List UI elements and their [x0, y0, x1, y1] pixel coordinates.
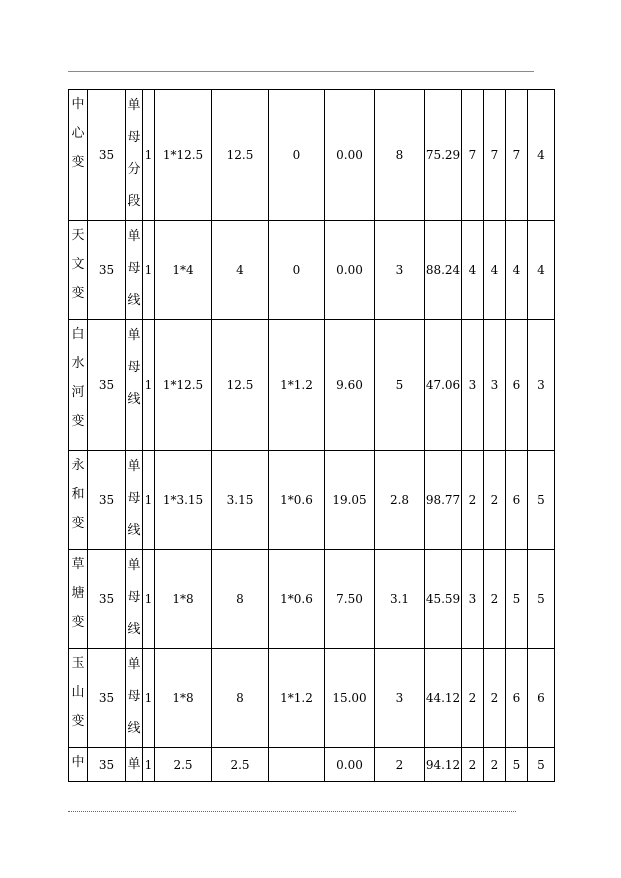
load-rate-cell: 75.29 [425, 90, 462, 221]
count-cell-3: 6 [506, 320, 528, 451]
capacity-cell: 8 [212, 550, 269, 649]
load-cell: 3.1 [375, 550, 425, 649]
wiring-cell [126, 221, 143, 320]
count-cell-2: 2 [484, 649, 506, 748]
transformer-count-cell: 1 [143, 748, 155, 782]
capacity-cell: 2.5 [212, 748, 269, 782]
compensation-ratio-cell: 19.05 [325, 451, 375, 550]
capacity-spec-cell: 1*3.15 [155, 451, 212, 550]
capacity-spec-cell: 1*8 [155, 550, 212, 649]
voltage-cell: 35 [88, 649, 126, 748]
substation-name-cell [69, 451, 88, 550]
count-cell-4: 5 [528, 550, 555, 649]
load-cell: 3 [375, 221, 425, 320]
wiring-cell [126, 550, 143, 649]
load-cell: 2.8 [375, 451, 425, 550]
compensation-ratio-cell: 0.00 [325, 748, 375, 782]
wiring-cell [126, 320, 143, 451]
compensation-spec-cell: 0 [269, 90, 325, 221]
voltage-cell: 35 [88, 748, 126, 782]
capacity-cell: 3.15 [212, 451, 269, 550]
compensation-ratio-cell: 15.00 [325, 649, 375, 748]
count-cell-4: 5 [528, 748, 555, 782]
voltage-cell: 35 [88, 320, 126, 451]
capacity-spec-cell: 2.5 [155, 748, 212, 782]
count-cell-2: 4 [484, 221, 506, 320]
voltage-cell: 35 [88, 451, 126, 550]
transformer-count-cell: 1 [143, 649, 155, 748]
load-rate-cell: 45.59 [425, 550, 462, 649]
transformer-count-cell: 1 [143, 451, 155, 550]
load-cell: 5 [375, 320, 425, 451]
substation-name-cell [69, 649, 88, 748]
footer-rule [68, 811, 516, 812]
compensation-spec-cell: 0 [269, 221, 325, 320]
count-cell-1: 4 [462, 221, 484, 320]
substation-table [68, 89, 555, 782]
count-cell-3: 5 [506, 748, 528, 782]
substation-name-cell [69, 221, 88, 320]
count-cell-4: 6 [528, 649, 555, 748]
header-rule [68, 71, 534, 72]
substation-name-cell [69, 320, 88, 451]
compensation-spec-cell: 1*1.2 [269, 320, 325, 451]
count-cell-1: 7 [462, 90, 484, 221]
transformer-count-cell: 1 [143, 550, 155, 649]
substation-name: 玉 山 变 [71, 656, 85, 729]
voltage-cell: 35 [88, 90, 126, 221]
substation-name-cell [69, 748, 88, 782]
substation-name: 永 和 变 [71, 458, 85, 531]
compensation-spec-cell: 1*1.2 [269, 649, 325, 748]
count-cell-2: 2 [484, 748, 506, 782]
count-cell-1: 2 [462, 649, 484, 748]
table-row [69, 90, 555, 221]
load-rate-cell: 47.06 [425, 320, 462, 451]
capacity-spec-cell: 1*12.5 [155, 90, 212, 221]
wiring-type: 单 母 线 [127, 459, 141, 538]
wiring-type: 单 [127, 756, 141, 772]
load-rate-cell: 94.12 [425, 748, 462, 782]
wiring-type: 单 母 线 [127, 657, 141, 736]
transformer-count-cell: 1 [143, 90, 155, 221]
table-row [69, 550, 555, 649]
count-cell-2: 2 [484, 550, 506, 649]
wiring-type: 单 母 分 段 [127, 98, 141, 209]
substation-name-cell [69, 550, 88, 649]
capacity-spec-cell: 1*8 [155, 649, 212, 748]
compensation-spec-cell: 1*0.6 [269, 550, 325, 649]
load-rate-cell: 44.12 [425, 649, 462, 748]
load-cell: 2 [375, 748, 425, 782]
capacity-cell: 12.5 [212, 320, 269, 451]
compensation-ratio-cell: 0.00 [325, 221, 375, 320]
compensation-ratio-cell: 9.60 [325, 320, 375, 451]
voltage-cell: 35 [88, 550, 126, 649]
wiring-type: 单 母 线 [127, 229, 141, 308]
substation-name: 中 心 变 [71, 97, 85, 170]
substation-name-cell [69, 90, 88, 221]
load-cell: 8 [375, 90, 425, 221]
count-cell-1: 3 [462, 550, 484, 649]
load-rate-cell: 98.77 [425, 451, 462, 550]
voltage-cell: 35 [88, 221, 126, 320]
substation-name: 天 文 变 [71, 228, 85, 301]
wiring-type: 单 母 线 [127, 328, 141, 407]
wiring-type: 单 母 线 [127, 558, 141, 637]
count-cell-4: 4 [528, 90, 555, 221]
transformer-count-cell: 1 [143, 320, 155, 451]
load-cell: 3 [375, 649, 425, 748]
compensation-ratio-cell: 7.50 [325, 550, 375, 649]
count-cell-4: 5 [528, 451, 555, 550]
table-row [69, 320, 555, 451]
count-cell-4: 3 [528, 320, 555, 451]
count-cell-2: 2 [484, 451, 506, 550]
capacity-cell: 12.5 [212, 90, 269, 221]
count-cell-3: 5 [506, 550, 528, 649]
count-cell-3: 7 [506, 90, 528, 221]
capacity-spec-cell: 1*4 [155, 221, 212, 320]
substation-name: 草 塘 变 [71, 557, 85, 630]
compensation-spec-cell [269, 748, 325, 782]
compensation-spec-cell: 1*0.6 [269, 451, 325, 550]
substation-name: 白 水 河 变 [71, 327, 85, 429]
substation-name: 中 [71, 755, 85, 770]
wiring-cell [126, 451, 143, 550]
wiring-cell [126, 748, 143, 782]
table-row [69, 649, 555, 748]
count-cell-1: 2 [462, 748, 484, 782]
wiring-cell [126, 90, 143, 221]
wiring-cell [126, 649, 143, 748]
count-cell-3: 4 [506, 221, 528, 320]
count-cell-3: 6 [506, 649, 528, 748]
capacity-cell: 8 [212, 649, 269, 748]
load-rate-cell: 88.24 [425, 221, 462, 320]
count-cell-2: 7 [484, 90, 506, 221]
table-row [69, 221, 555, 320]
count-cell-2: 3 [484, 320, 506, 451]
capacity-spec-cell: 1*12.5 [155, 320, 212, 451]
count-cell-1: 2 [462, 451, 484, 550]
count-cell-4: 4 [528, 221, 555, 320]
count-cell-1: 3 [462, 320, 484, 451]
table-row [69, 748, 555, 782]
table-row [69, 451, 555, 550]
compensation-ratio-cell: 0.00 [325, 90, 375, 221]
transformer-count-cell: 1 [143, 221, 155, 320]
capacity-cell: 4 [212, 221, 269, 320]
count-cell-3: 6 [506, 451, 528, 550]
